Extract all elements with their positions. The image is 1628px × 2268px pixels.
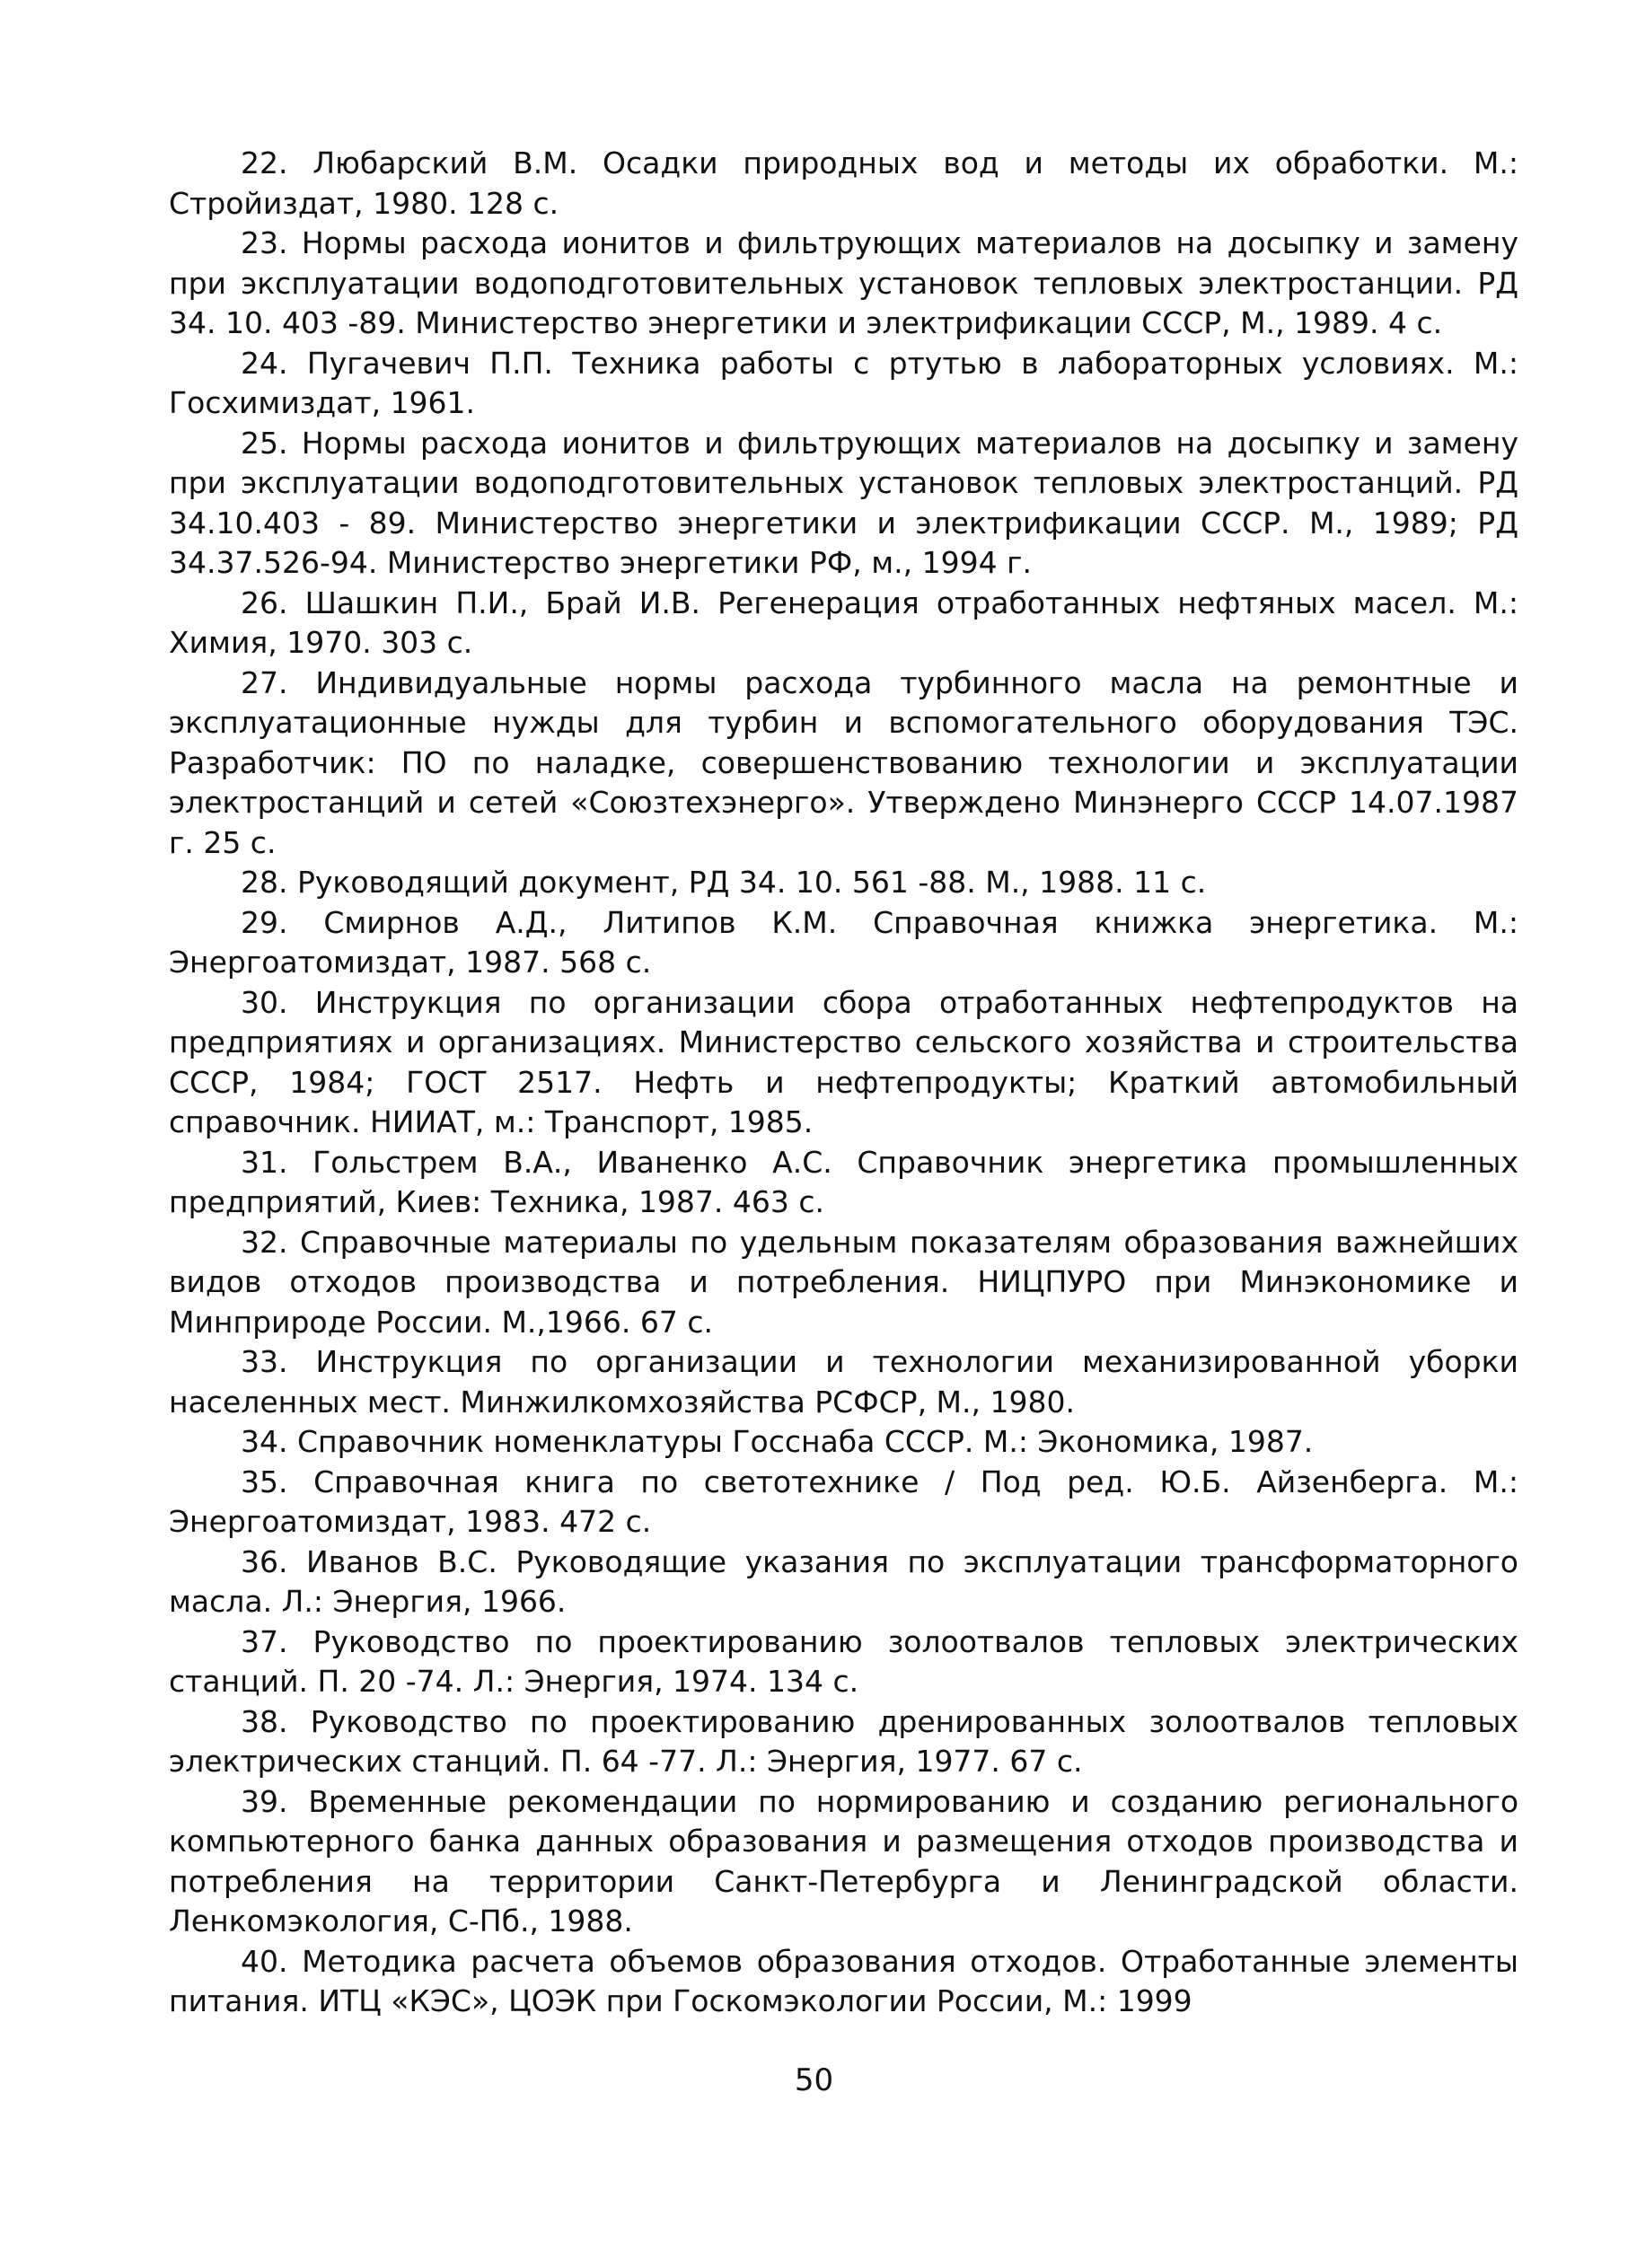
reference-number: 23.: [241, 225, 288, 260]
reference-item: [169, 1143, 1518, 1223]
reference-number: 36.: [241, 1543, 288, 1579]
reference-item: [169, 1422, 1518, 1463]
reference-number: 40.: [241, 1943, 288, 1979]
reference-item: [169, 1223, 1518, 1343]
reference-text: Временные рекомендации по нормированию и созданию регионального компьютерного банка данных образования и размещения отходов производства и потребления на территории Санкт-Петербурга и Ленинградской области. Ленкомэкология, С-Пб., 1988.: [169, 1783, 1519, 1938]
reference-text: Руководство по проектированию дренированных золоотвалов тепловых электрических станций. П. 64 -77. Л.: Энергия, 1977. 67 с.: [169, 1703, 1518, 1779]
reference-item: [169, 1622, 1518, 1702]
reference-text: Методика расчета объемов образования отходов. Отработанные элементы питания. ИТЦ «КЭС», ЦОЭК при Госкомэкологии России, М.: 1999: [169, 1943, 1518, 2018]
reference-item: [169, 983, 1518, 1143]
reference-number: 25.: [241, 425, 288, 461]
reference-number: 34.: [241, 1424, 288, 1459]
reference-number: 35.: [241, 1464, 288, 1499]
reference-number: 37.: [241, 1623, 288, 1659]
page-number: 50: [794, 2062, 834, 2098]
reference-text: Инструкция по организации и технологии механизированной уборки населенных мест. Минжилкомхозяйства РСФСР, М., 1980.: [169, 1344, 1518, 1420]
reference-item: [169, 1543, 1518, 1622]
reference-text: Смирнов А.Д., Литипов К.М. Справочная книжка энергетика. М.: Энергоатомиздат, 1987. 568 с.: [169, 904, 1518, 980]
reference-text: Шашкин П.И., Брай И.В. Регенерация отработанных нефтяных масел. М.: Химия, 1970. 303 с.: [169, 585, 1518, 660]
reference-text: Справочные материалы по удельным показателям образования важнейших видов отходов производства и потребления. НИЦПУРО при Минэкономике и Минприроде России. М.,1966. 67 с.: [169, 1224, 1518, 1340]
reference-text: Нормы расхода ионитов и фильтрующих материалов на досыпку и замену при эксплуатации водоподготовительных установок тепловых электростанций. РД 34.10.403 - 89. Министерство энергетики и электрификации СССР. М., 1989; РД 34.37.526-94. Министерство энергетики РФ, м., 1994 г.: [169, 425, 1518, 580]
reference-text: Иванов В.С. Руководящие указания по эксплуатации трансформаторного масла. Л.: Энергия, 1966.: [169, 1543, 1518, 1619]
reference-text: Пугачевич П.П. Техника работы с ртутью в лабораторных условиях. М.: Госхимиздат, 1961.: [169, 345, 1518, 420]
reference-list: [169, 144, 1518, 2022]
reference-text: Гольстрем В.А., Иваненко А.С. Справочник энергетика промышленных предприятий, Киев: Техника, 1987. 463 с.: [169, 1144, 1518, 1219]
reference-number: 32.: [241, 1224, 288, 1260]
reference-number: 27.: [241, 664, 288, 700]
reference-number: 29.: [241, 904, 288, 940]
reference-item: [169, 584, 1518, 664]
reference-item: [169, 903, 1518, 983]
reference-number: 28.: [241, 865, 288, 900]
reference-item: [169, 664, 1518, 864]
reference-number: 31.: [241, 1144, 288, 1180]
reference-item: [169, 1782, 1518, 1942]
reference-text: Руководящий документ, РД 34. 10. 561 -88. М., 1988. 11 с.: [296, 865, 1207, 900]
reference-text: Инструкция по организации сбора отработанных нефтепродуктов на предприятиях и организациях. Министерство сельского хозяйства и строительства СССР, 1984; ГОСТ 2517. Нефть и нефтепродукты; Краткий автомобильный справочник. НИИАТ, м.: Транспорт, 1985.: [169, 984, 1518, 1139]
reference-number: 39.: [241, 1783, 288, 1819]
reference-number: 22.: [241, 145, 288, 180]
reference-number: 24.: [241, 345, 288, 381]
reference-item: [169, 424, 1518, 584]
reference-item: [169, 1342, 1518, 1422]
reference-number: 30.: [241, 984, 288, 1020]
reference-number: 38.: [241, 1703, 288, 1739]
reference-item: [169, 344, 1518, 424]
reference-text: Справочник номенклатуры Госснаба СССР. М.: Экономика, 1987.: [296, 1424, 1314, 1459]
reference-item: [169, 863, 1518, 903]
reference-text: Индивидуальные нормы расхода турбинного масла на ремонтные и эксплуатационные нужды для турбин и вспомогательного оборудования ТЭС. Разработчик: ПО по наладке, совершенствованию технологии и эксплуатации электростанций и сетей «Союзтехэнерго». Утверждено Минэнерго СССР 14.07.1987 г. 25 с.: [169, 664, 1518, 860]
reference-text: Нормы расхода ионитов и фильтрующих материалов на досыпку и замену при эксплуатации водоподготовительных установок тепловых электростанции. РД 34. 10. 403 -89. Министерство энергетики и электрификации СССР, М., 1989. 4 с.: [169, 225, 1518, 340]
reference-number: 26.: [241, 585, 288, 620]
reference-item: [169, 1463, 1518, 1543]
reference-item: [169, 1702, 1518, 1782]
reference-text: Любарский В.М. Осадки природных вод и методы их обработки. М.: Стройиздат, 1980. 128 с.: [169, 145, 1518, 221]
reference-number: 33.: [241, 1344, 288, 1379]
reference-item: [169, 224, 1518, 344]
reference-text: Руководство по проектированию золоотвалов тепловых электрических станций. П. 20 -74. Л.: Энергия, 1974. 134 с.: [169, 1623, 1518, 1699]
reference-item: [169, 144, 1518, 224]
reference-text: Справочная книга по светотехнике / Под ред. Ю.Б. Айзенберга. М.: Энергоатомиздат, 1983. 472 с.: [169, 1464, 1518, 1539]
reference-item: [169, 1942, 1518, 2022]
